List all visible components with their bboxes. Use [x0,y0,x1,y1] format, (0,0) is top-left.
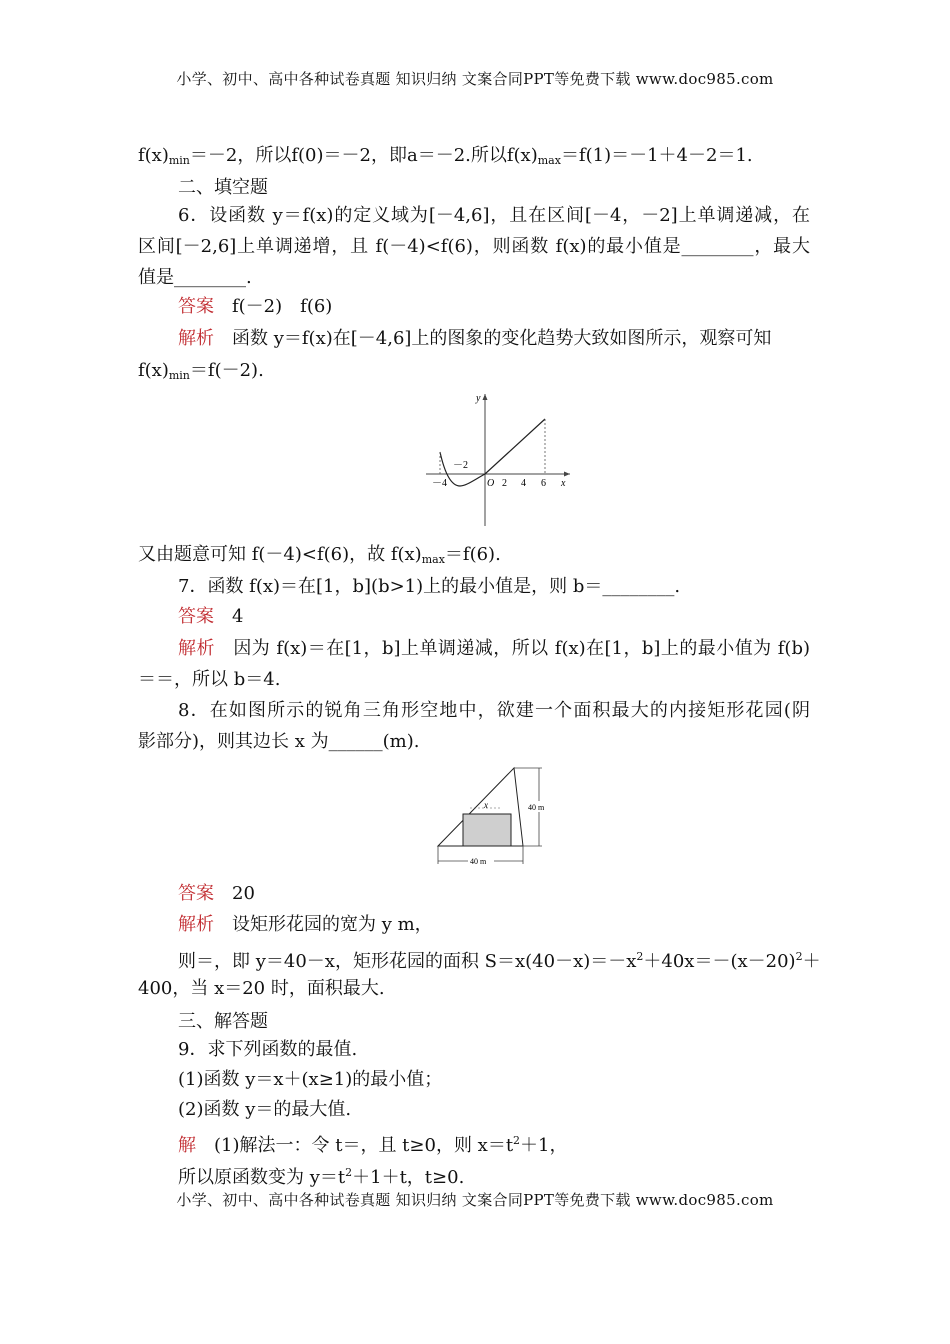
answer-7: 答案 4 [178,606,244,627]
solution-9-line-2: 所以原函数变为 $y=t^2+1+t$，t≥0. [178,1166,465,1188]
garden-rectangle [463,814,511,846]
x-axis-arrow [564,472,570,477]
question-6-line-1: 6．设函数 y＝f(x)的定义域为[－4,6]，且在区间[－4，－2]上单调递减，在 [178,205,810,226]
question-6-line-2: 区间[－2,6]上单调递增，且 f(－4)<f(6)，则函数 f(x)的最小值是________，最大 [138,236,810,257]
explanation-8-line-2: 则＝，即 y＝40－x，矩形花园的面积 $S=x(40-x)=-x^2+40x=-(x-20)^2+$ [178,950,821,972]
section-heading-fill-in: 二、填空题 [178,177,268,198]
page-footer: 小学、初中、高中各种试卷真题 知识归纳 文案合同PPT等免费下载 www.doc985.com [176,1191,774,1209]
question-9-part-1: (1)函数 y＝x＋(x≥1)的最小值； [178,1069,443,1090]
tick-label-6: 6 [541,478,546,489]
explanation-6-line-3: 又由题意可知 f(－4)<f(6)，故 $f(x)_{max}=f(6)$. [138,544,501,566]
origin-label: O [487,478,495,489]
explanation-7-line-1: 解析 因为 f(x)＝在[1，b]上单调递减，所以 f(x)在[1，b]上的最小值为 f(b) [178,638,811,659]
solution-9-line-1: 解 (1)解法一：令 t＝，且 t≥0，则 $x=t^2+1$， [178,1134,568,1156]
y-axis-arrow [483,394,488,400]
function-curve [440,419,545,486]
question-6-line-3: 值是________. [138,267,252,288]
tick-label-2: 2 [502,478,507,489]
height-label: 40 m [528,803,545,812]
rect-width-label: x [484,800,488,810]
answer-6: 答案 f(－2) f(6) [178,296,333,317]
explanation-8-line-3: 400，当 x＝20 时，面积最大. [138,978,385,999]
triangle-garden-figure [430,758,558,870]
section-heading-solutions: 三、解答题 [178,1011,268,1032]
page-header: 小学、初中、高中各种试卷真题 知识归纳 文案合同PPT等免费下载 www.doc985.com [176,70,774,88]
continued-solution-line: $f(x)_{min}=-2$，所以f(0)＝－2，即a＝－2.所以$f(x)_{max}=f(1)=-1+4-2=1$. [138,145,753,167]
tick-label-4: 4 [521,478,526,489]
base-label: 40 m [470,857,487,866]
explanation-6-line-1: 解析 函数 y＝f(x)在[－4,6]上的图象的变化趋势大致如图所示，观察可知 [178,328,772,349]
question-7: 7．函数 f(x)＝在[1，b](b>1)上的最小值是，则 b＝________. [178,576,681,597]
tick-label-neg4: －4 [432,478,447,489]
x-axis-label: x [561,478,566,489]
tick-label-neg2: －2 [453,460,468,471]
explanation-6-line-2: $f(x)_{min}=f(-2)$. [138,360,264,382]
function-graph-figure [418,388,578,530]
explanation-7-line-2: ＝＝，所以 b＝4. [138,669,281,690]
question-9: 9．求下列函数的最值. [178,1039,358,1060]
y-axis-label: y [476,393,481,404]
question-8-line-2: 影部分)，则其边长 x 为______(m). [138,731,420,752]
question-9-part-2: (2)函数 y＝的最大值. [178,1099,352,1120]
explanation-8-line-1: 解析 设矩形花园的宽为 y m， [178,914,433,935]
answer-8: 答案 20 [178,883,255,904]
question-8-line-1: 8．在如图所示的锐角三角形空地中，欲建一个面积最大的内接矩形花园(阴 [178,700,810,721]
